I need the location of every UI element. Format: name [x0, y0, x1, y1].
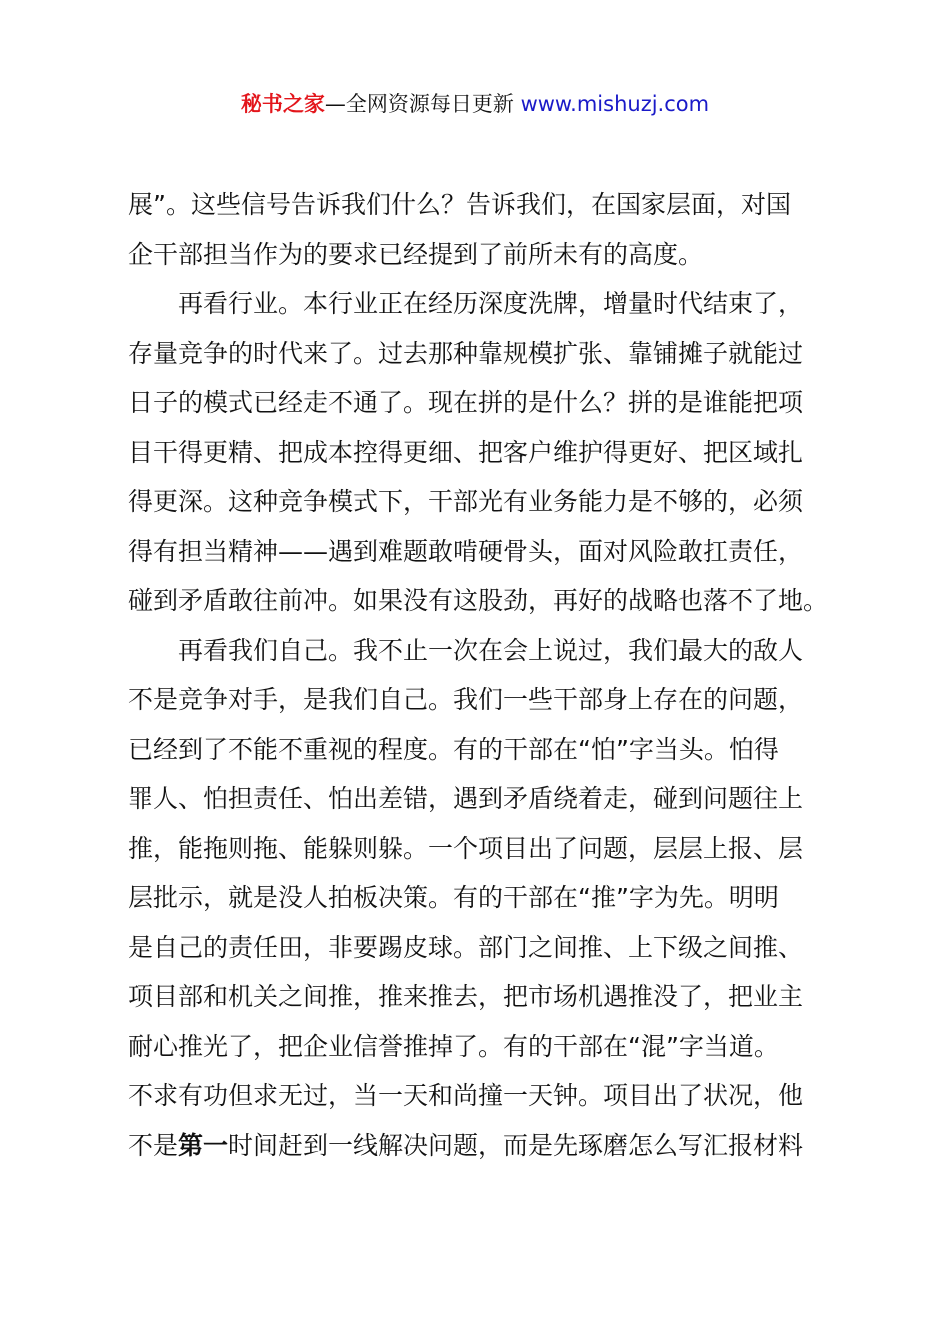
- text-line: 碰到矛盾敢往前冲。如果没有这股劲，再好的战略也落不了地。: [128, 586, 829, 615]
- text-line: 展”。这些信号告诉我们什么？告诉我们，在国家层面，对国: [128, 190, 791, 219]
- text-line: 再看行业。本行业正在经历深度洗牌，增量时代结束了，: [128, 289, 804, 318]
- text-line: 目干得更精、把成本控得更细、把客户维护得更好、把区域扎: [128, 437, 804, 467]
- text-line: 罪人、怕担责任、怕出差错，遇到矛盾绕着走，碰到问题往上: [128, 784, 804, 813]
- text-line: 不是竞争对手，是我们自己。我们一些干部身上存在的问题，: [128, 685, 804, 714]
- site-name: 秘书之家: [240, 92, 325, 116]
- text-line: 日子的模式已经走不通了。现在拼的是什么？拼的是谁能把项: [128, 388, 804, 417]
- text-line: 得更深。这种竞争模式下，干部光有业务能力是不够的，必须: [128, 487, 804, 516]
- page-header: [0, 86, 950, 122]
- text-line: 层批示，就是没人拍板决策。有的干部在“推”字为先。明明: [128, 883, 779, 912]
- site-tagline: —全网资源每日更新: [324, 92, 521, 116]
- text-line: 已经到了不能不重视的程度。有的干部在“怕”字当头。怕得: [128, 734, 779, 764]
- text-segment: 时间赶到一线解决问题，而是先琢磨怎么写汇报材料: [228, 1130, 804, 1160]
- document-body: [128, 180, 834, 1170]
- text-line: 耐心推光了，把企业信誉推掉了。有的干部在“混”字当道。: [128, 1031, 779, 1061]
- text-line: 不求有功但求无过，当一天和尚撞一天钟。项目出了状况，他: [128, 1081, 804, 1110]
- text-line-last: [128, 1121, 834, 1171]
- text-line: 项目部和机关之间推，推来推去，把市场机遇推没了，把业主: [128, 982, 804, 1011]
- bold-text-segment: 第一: [178, 1130, 229, 1160]
- text-line: 得有担当精神——遇到难题敢啃硬骨头，面对风险敢扛责任，: [128, 536, 804, 566]
- text-line: 再看我们自己。我不止一次在会上说过，我们最大的敌人: [128, 635, 804, 665]
- text-line: 企干部担当作为的要求已经提到了前所未有的高度。: [128, 239, 704, 269]
- text-line: 存量竞争的时代来了。过去那种靠规模扩张、靠铺摊子就能过: [128, 338, 804, 368]
- site-url[interactable]: www.mishuzj.com: [520, 92, 710, 116]
- text-line: 推，能拖则拖、能躲则躲。一个项目出了问题，层层上报、层: [128, 833, 804, 863]
- text-line: 是自己的责任田，非要踢皮球。部门之间推、上下级之间推、: [128, 932, 804, 962]
- text-segment: 不是: [128, 1130, 179, 1160]
